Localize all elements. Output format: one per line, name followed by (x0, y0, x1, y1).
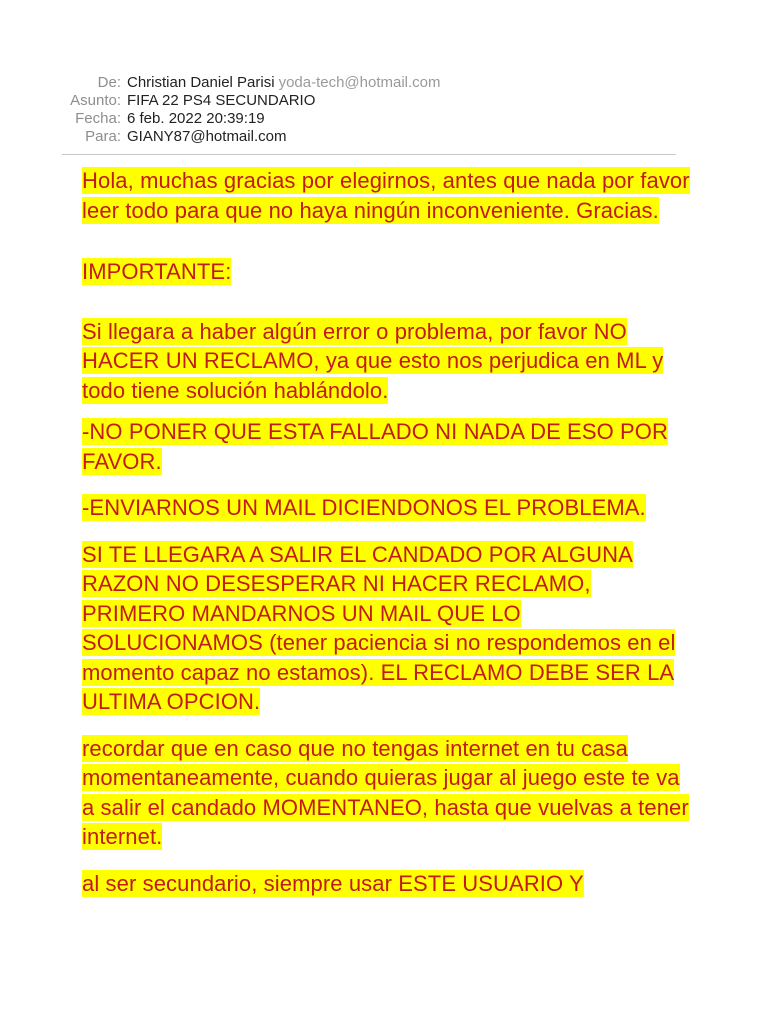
important-heading (82, 257, 692, 287)
to-label: Para: (85, 128, 121, 145)
no-fallado-paragraph (82, 417, 692, 476)
error-notice-text: Si llegara a haber algún error o problema, por favor NO HACER UN RECLAMO, ya que esto nos perjudica en ML y todo tiene solución hablándolo. (82, 318, 664, 403)
sender-name[interactable]: Christian Daniel Parisi (127, 74, 275, 91)
candado-text: SI TE LLEGARA A SALIR EL CANDADO POR ALGUNA RAZON NO DESESPERAR NI HACER RECLAMO, PRIMERO MANDARNOS UN MAIL QUE LO SOLUCIONAMOS (tener paciencia si no respondemos en el momento capaz no estamos). EL RECLAMO DEBE SER LA ULTIMA OPCION. (82, 541, 676, 714)
date-label: Fecha: (75, 110, 121, 127)
header-to-row (0, 128, 768, 146)
sender-email[interactable]: yoda-tech@hotmail.com (278, 74, 441, 91)
greeting-text: Hola, muchas gracias por elegirnos, antes que nada por favor leer todo para que no haya ningún inconveniente. Gracias. (82, 168, 690, 223)
subject-label: Asunto: (70, 92, 121, 109)
message-body (82, 166, 692, 898)
secundario-text: al ser secundario, siempre usar ESTE USUARIO Y (82, 870, 584, 896)
recordar-paragraph (82, 734, 692, 852)
header-subject-row (0, 92, 768, 110)
header-divider (62, 154, 676, 155)
secundario-paragraph (82, 869, 692, 899)
recordar-text: recordar que en caso que no tengas internet en tu casa momentaneamente, cuando quieras jugar al juego este te va a salir el candado MOMENTANEO, hasta que vuelvas a tener internet. (82, 735, 689, 849)
date-value: 6 feb. 2022 20:39:19 (127, 110, 265, 127)
from-label: De: (97, 74, 121, 91)
recipient-email[interactable]: GIANY87@hotmail.com (127, 128, 287, 145)
header-date-row (0, 110, 768, 128)
enviar-mail-paragraph (82, 493, 692, 523)
error-notice-paragraph (82, 317, 692, 406)
no-fallado-text: -NO PONER QUE ESTA FALLADO NI NADA DE ESO POR FAVOR. (82, 419, 669, 474)
enviar-mail-text: -ENVIARNOS UN MAIL DICIENDONOS EL PROBLEMA. (82, 495, 646, 520)
subject-value: FIFA 22 PS4 SECUNDARIO (127, 92, 316, 109)
header-from-row (0, 74, 768, 92)
candado-paragraph (82, 540, 692, 717)
greeting-paragraph (82, 166, 692, 225)
email-header (0, 74, 768, 146)
important-text: IMPORTANTE: (82, 259, 232, 284)
